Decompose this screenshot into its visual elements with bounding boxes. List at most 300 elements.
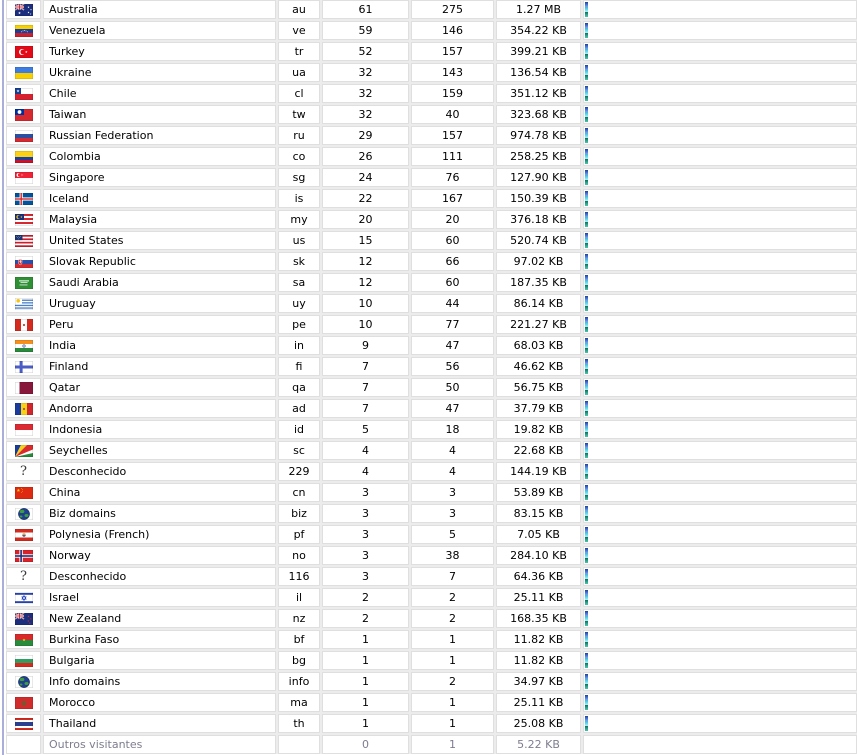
bandwidth-bar [585, 663, 588, 668]
traffic-bars [585, 65, 588, 80]
bandwidth-cell [496, 21, 581, 40]
traffic-bar-cell [583, 336, 857, 355]
country-name: China [49, 486, 81, 499]
hits-cell [411, 147, 494, 166]
hits-cell [411, 588, 494, 607]
hits-cell [411, 0, 494, 19]
flag-cell [6, 210, 41, 229]
th-flag-icon [15, 718, 33, 730]
pages-cell [322, 252, 409, 271]
bandwidth-cell [496, 462, 581, 481]
pages-value: 5 [362, 423, 369, 436]
traffic-bars [585, 506, 588, 521]
hits-value: 3 [449, 507, 456, 520]
bandwidth-bar [585, 642, 588, 647]
pages-value: 20 [358, 213, 373, 226]
pages-value: 10 [358, 318, 373, 331]
country-code: uy [292, 297, 306, 310]
pages-value: 52 [358, 45, 373, 58]
bandwidth-bar [585, 432, 588, 437]
bandwidth-bar [585, 537, 588, 542]
country-code-cell [278, 168, 320, 187]
bandwidth-cell [496, 735, 581, 754]
bandwidth-cell [496, 504, 581, 523]
co-flag-icon [15, 151, 33, 163]
pages-value: 2 [362, 591, 369, 604]
traffic-bar-cell [583, 189, 857, 208]
country-code-cell [278, 294, 320, 313]
bandwidth-bar [585, 138, 588, 143]
my-flag-icon [15, 214, 33, 226]
traffic-bars [585, 2, 588, 17]
country-name-cell [43, 210, 276, 229]
pages-cell [322, 294, 409, 313]
traffic-bar-cell [583, 210, 857, 229]
country-code: au [292, 3, 306, 16]
hits-cell [411, 357, 494, 376]
country-name: Finland [49, 360, 89, 373]
pages-value: 4 [362, 465, 369, 478]
hits-value: 157 [442, 45, 463, 58]
bandwidth-bar [585, 243, 588, 248]
country-name-cell [43, 42, 276, 61]
traffic-bar-cell [583, 378, 857, 397]
traffic-bar-cell [583, 483, 857, 502]
country-code-cell [278, 378, 320, 397]
pages-value: 12 [358, 276, 373, 289]
hits-value: 111 [442, 150, 463, 163]
traffic-bar-cell [583, 21, 857, 40]
country-name-cell [43, 294, 276, 313]
traffic-bar-cell [583, 147, 857, 166]
hits-cell [411, 399, 494, 418]
traffic-bars [585, 233, 588, 248]
country-code: sa [292, 276, 306, 289]
pages-cell [322, 63, 409, 82]
hits-cell [411, 210, 494, 229]
traffic-bar-cell [583, 399, 857, 418]
hits-value: 143 [442, 66, 463, 79]
flag-cell [6, 126, 41, 145]
pages-cell [322, 231, 409, 250]
flag-cell [6, 294, 41, 313]
traffic-bars [585, 569, 588, 584]
hits-cell [411, 168, 494, 187]
pages-cell [322, 0, 409, 19]
bandwidth-bar [585, 327, 588, 332]
bandwidth-bar [585, 453, 588, 458]
pages-cell [322, 504, 409, 523]
country-code: co [292, 150, 306, 163]
hits-cell [411, 630, 494, 649]
traffic-bars [585, 338, 588, 353]
bandwidth-bar [585, 684, 588, 689]
bandwidth-bar [585, 96, 588, 101]
bandwidth-value: 64.36 KB [513, 570, 564, 583]
unknown-country-icon: ? [20, 464, 27, 479]
hits-value: 1 [449, 654, 456, 667]
uy-flag-icon [15, 298, 33, 310]
hits-cell [411, 483, 494, 502]
hits-value: 4 [449, 465, 456, 478]
traffic-bars [585, 590, 588, 605]
hits-cell [411, 693, 494, 712]
country-code-cell [278, 693, 320, 712]
bandwidth-bar [585, 621, 588, 626]
traffic-bar-cell [583, 735, 857, 754]
flag-cell [6, 189, 41, 208]
hits-value: 77 [445, 318, 460, 331]
flag-cell [6, 441, 41, 460]
pages-value: 1 [362, 696, 369, 709]
traffic-bar-cell [583, 231, 857, 250]
hits-value: 1 [449, 696, 456, 709]
traffic-bar-cell [583, 0, 857, 19]
hits-value: 2 [449, 675, 456, 688]
country-code-cell [278, 714, 320, 733]
traffic-bar-cell [583, 567, 857, 586]
bandwidth-cell [496, 399, 581, 418]
flag-cell [6, 273, 41, 292]
hits-cell [411, 21, 494, 40]
pages-cell [322, 441, 409, 460]
traffic-bar-cell [583, 63, 857, 82]
bandwidth-cell [496, 672, 581, 691]
country-code: ma [290, 696, 308, 709]
pages-value: 22 [358, 192, 373, 205]
hits-cell [411, 504, 494, 523]
country-name: Morocco [49, 696, 96, 709]
country-code-cell [278, 546, 320, 565]
country-code-cell [278, 105, 320, 124]
pages-cell [322, 21, 409, 40]
bandwidth-bar [585, 180, 588, 185]
pages-value: 3 [362, 570, 369, 583]
hits-value: 3 [449, 486, 456, 499]
country-name: Peru [49, 318, 74, 331]
bandwidth-value: 144.19 KB [510, 465, 567, 478]
globe-flag-icon [15, 676, 33, 688]
traffic-bar-cell [583, 420, 857, 439]
bandwidth-cell [496, 378, 581, 397]
country-code: pe [292, 318, 306, 331]
pages-cell [322, 546, 409, 565]
country-name: Israel [49, 591, 80, 604]
country-code-cell [278, 126, 320, 145]
country-name: Iceland [49, 192, 89, 205]
hits-value: 47 [445, 402, 460, 415]
country-code-cell [278, 63, 320, 82]
bandwidth-bar [585, 495, 588, 500]
country-code: sg [292, 171, 306, 184]
country-code: id [293, 423, 305, 436]
bandwidth-bar [585, 705, 588, 710]
hits-value: 275 [442, 3, 463, 16]
traffic-bars [585, 44, 588, 59]
pages-cell [322, 189, 409, 208]
country-name-cell [43, 399, 276, 418]
bandwidth-cell [496, 609, 581, 628]
hits-value: 60 [445, 234, 460, 247]
country-code: ve [292, 24, 306, 37]
flag-cell [6, 336, 41, 355]
cl-flag-icon [15, 88, 33, 100]
hits-value: 40 [445, 108, 460, 121]
hits-cell [411, 315, 494, 334]
country-code: qa [292, 381, 306, 394]
country-name: Qatar [49, 381, 80, 394]
traffic-bars [585, 695, 588, 710]
hits-cell [411, 105, 494, 124]
country-name-cell [43, 378, 276, 397]
hits-value: 47 [445, 339, 460, 352]
bandwidth-value: 11.82 KB [513, 633, 564, 646]
pages-value: 7 [362, 381, 369, 394]
pages-cell [322, 336, 409, 355]
pages-value: 29 [358, 129, 373, 142]
bandwidth-cell [496, 336, 581, 355]
country-code: nz [292, 612, 306, 625]
country-code: is [294, 192, 304, 205]
traffic-bar-cell [583, 315, 857, 334]
bandwidth-cell [496, 546, 581, 565]
bandwidth-value: 37.79 KB [513, 402, 564, 415]
bandwidth-value: 68.03 KB [513, 339, 564, 352]
hits-cell [411, 462, 494, 481]
country-code: ru [293, 129, 305, 142]
flag-cell [6, 672, 41, 691]
country-code-cell [278, 273, 320, 292]
bandwidth-bar [585, 54, 588, 59]
flag-cell [6, 105, 41, 124]
pages-value: 24 [358, 171, 373, 184]
country-code: bg [292, 654, 306, 667]
traffic-bar-cell [583, 714, 857, 733]
pages-value: 7 [362, 402, 369, 415]
pages-cell [322, 126, 409, 145]
hits-value: 66 [445, 255, 460, 268]
bandwidth-value: 53.89 KB [513, 486, 564, 499]
pages-value: 1 [362, 717, 369, 730]
country-name-cell [43, 84, 276, 103]
bandwidth-value: 11.82 KB [513, 654, 564, 667]
pages-cell [322, 420, 409, 439]
bandwidth-value: 34.97 KB [513, 675, 564, 688]
bandwidth-bar [585, 75, 588, 80]
traffic-bars [585, 317, 588, 332]
traffic-bar-cell [583, 462, 857, 481]
country-name-cell [43, 630, 276, 649]
pages-value: 32 [358, 108, 373, 121]
countries-stats-table [6, 0, 857, 754]
bandwidth-bar [585, 474, 588, 479]
hits-cell [411, 84, 494, 103]
country-name-cell [43, 735, 276, 754]
country-name-cell [43, 462, 276, 481]
traffic-bars [585, 107, 588, 122]
traffic-bars [585, 653, 588, 668]
bf-flag-icon [15, 634, 33, 646]
country-code: 116 [288, 570, 310, 583]
bandwidth-value: 258.25 KB [510, 150, 567, 163]
pages-cell [322, 42, 409, 61]
flag-cell [6, 588, 41, 607]
country-name: Venezuela [49, 24, 106, 37]
country-code: il [295, 591, 303, 604]
bandwidth-value: 19.82 KB [513, 423, 564, 436]
hits-cell [411, 294, 494, 313]
country-name-cell [43, 714, 276, 733]
pages-value: 7 [362, 360, 369, 373]
pages-cell [322, 483, 409, 502]
bandwidth-bar [585, 600, 588, 605]
bandwidth-value: 399.21 KB [510, 45, 567, 58]
bandwidth-bar [585, 306, 588, 311]
traffic-bar-cell [583, 693, 857, 712]
bandwidth-value: 351.12 KB [510, 87, 567, 100]
pages-value: 32 [358, 66, 373, 79]
bandwidth-value: 376.18 KB [510, 213, 567, 226]
flag-cell [6, 21, 41, 40]
country-code: pf [293, 528, 305, 541]
bandwidth-value: 22.68 KB [513, 444, 564, 457]
flag-cell [6, 42, 41, 61]
flag-cell [6, 147, 41, 166]
hits-value: 1 [449, 633, 456, 646]
traffic-bars [585, 422, 588, 437]
pages-cell [322, 147, 409, 166]
country-code: 229 [288, 465, 310, 478]
pages-value: 3 [362, 528, 369, 541]
pe-flag-icon [15, 319, 33, 331]
ua-flag-icon [15, 67, 33, 79]
pages-cell [322, 357, 409, 376]
bandwidth-cell [496, 420, 581, 439]
hits-value: 20 [445, 213, 460, 226]
country-code-cell [278, 483, 320, 502]
ad-flag-icon [15, 403, 33, 415]
pages-value: 9 [362, 339, 369, 352]
traffic-bars [585, 485, 588, 500]
flag-cell [6, 0, 41, 19]
country-name-cell [43, 189, 276, 208]
traffic-bar-cell [583, 168, 857, 187]
hits-value: 146 [442, 24, 463, 37]
pages-cell [322, 315, 409, 334]
flag-cell [6, 315, 41, 334]
country-code-cell [278, 504, 320, 523]
flag-cell [6, 546, 41, 565]
bandwidth-cell [496, 42, 581, 61]
in-flag-icon [15, 340, 33, 352]
hits-cell [411, 567, 494, 586]
country-name: India [49, 339, 76, 352]
country-name: Colombia [49, 150, 101, 163]
ma-flag-icon [15, 697, 33, 709]
country-name: Singapore [49, 171, 105, 184]
pages-value: 32 [358, 87, 373, 100]
country-name-cell [43, 0, 276, 19]
traffic-bar-cell [583, 126, 857, 145]
hits-cell [411, 735, 494, 754]
traffic-bar-cell [583, 609, 857, 628]
country-code: th [293, 717, 305, 730]
country-code-cell [278, 357, 320, 376]
country-code: biz [291, 507, 307, 520]
pages-cell [322, 84, 409, 103]
traffic-bars [585, 212, 588, 227]
country-code: no [292, 549, 306, 562]
country-name: United States [49, 234, 124, 247]
pages-cell [322, 651, 409, 670]
hits-value: 4 [449, 444, 456, 457]
bandwidth-cell [496, 63, 581, 82]
country-code: ua [292, 66, 306, 79]
bandwidth-cell [496, 231, 581, 250]
bandwidth-bar [585, 516, 588, 521]
bandwidth-cell [496, 588, 581, 607]
bandwidth-cell [496, 273, 581, 292]
traffic-bars [585, 548, 588, 563]
pages-value: 61 [358, 3, 373, 16]
bandwidth-value: 520.74 KB [510, 234, 567, 247]
bandwidth-value: 127.90 KB [510, 171, 567, 184]
bandwidth-bar [585, 348, 588, 353]
bandwidth-cell [496, 252, 581, 271]
country-name: Polynesia (French) [49, 528, 150, 541]
country-name-cell [43, 483, 276, 502]
no-flag-icon [15, 550, 33, 562]
bandwidth-bar [585, 201, 588, 206]
country-name-cell [43, 357, 276, 376]
flag-cell [6, 420, 41, 439]
bandwidth-bar [585, 411, 588, 416]
bandwidth-cell [496, 315, 581, 334]
country-code-cell [278, 525, 320, 544]
country-name: Desconhecido [49, 465, 127, 478]
flag-cell [6, 252, 41, 271]
country-name: Desconhecido [49, 570, 127, 583]
flag-cell [6, 399, 41, 418]
pages-cell [322, 399, 409, 418]
traffic-bar-cell [583, 651, 857, 670]
fi-flag-icon [15, 361, 33, 373]
pages-cell [322, 588, 409, 607]
traffic-bar-cell [583, 525, 857, 544]
country-code-cell [278, 651, 320, 670]
country-name-cell [43, 420, 276, 439]
country-name: Ukraine [49, 66, 92, 79]
pages-value: 3 [362, 549, 369, 562]
bandwidth-cell [496, 210, 581, 229]
hits-cell [411, 336, 494, 355]
bandwidth-bar [585, 369, 588, 374]
country-name: Andorra [49, 402, 93, 415]
bandwidth-value: 150.39 KB [510, 192, 567, 205]
bandwidth-value: 1.27 MB [515, 3, 562, 16]
country-name: Bulgaria [49, 654, 95, 667]
pages-cell [322, 609, 409, 628]
country-code-cell [278, 252, 320, 271]
pages-value: 1 [362, 654, 369, 667]
flag-cell [6, 168, 41, 187]
unknown-country-icon: ? [20, 569, 27, 584]
traffic-bar-cell [583, 672, 857, 691]
bandwidth-value: 136.54 KB [510, 66, 567, 79]
hits-cell [411, 126, 494, 145]
flag-cell [6, 693, 41, 712]
traffic-bars [585, 716, 588, 731]
